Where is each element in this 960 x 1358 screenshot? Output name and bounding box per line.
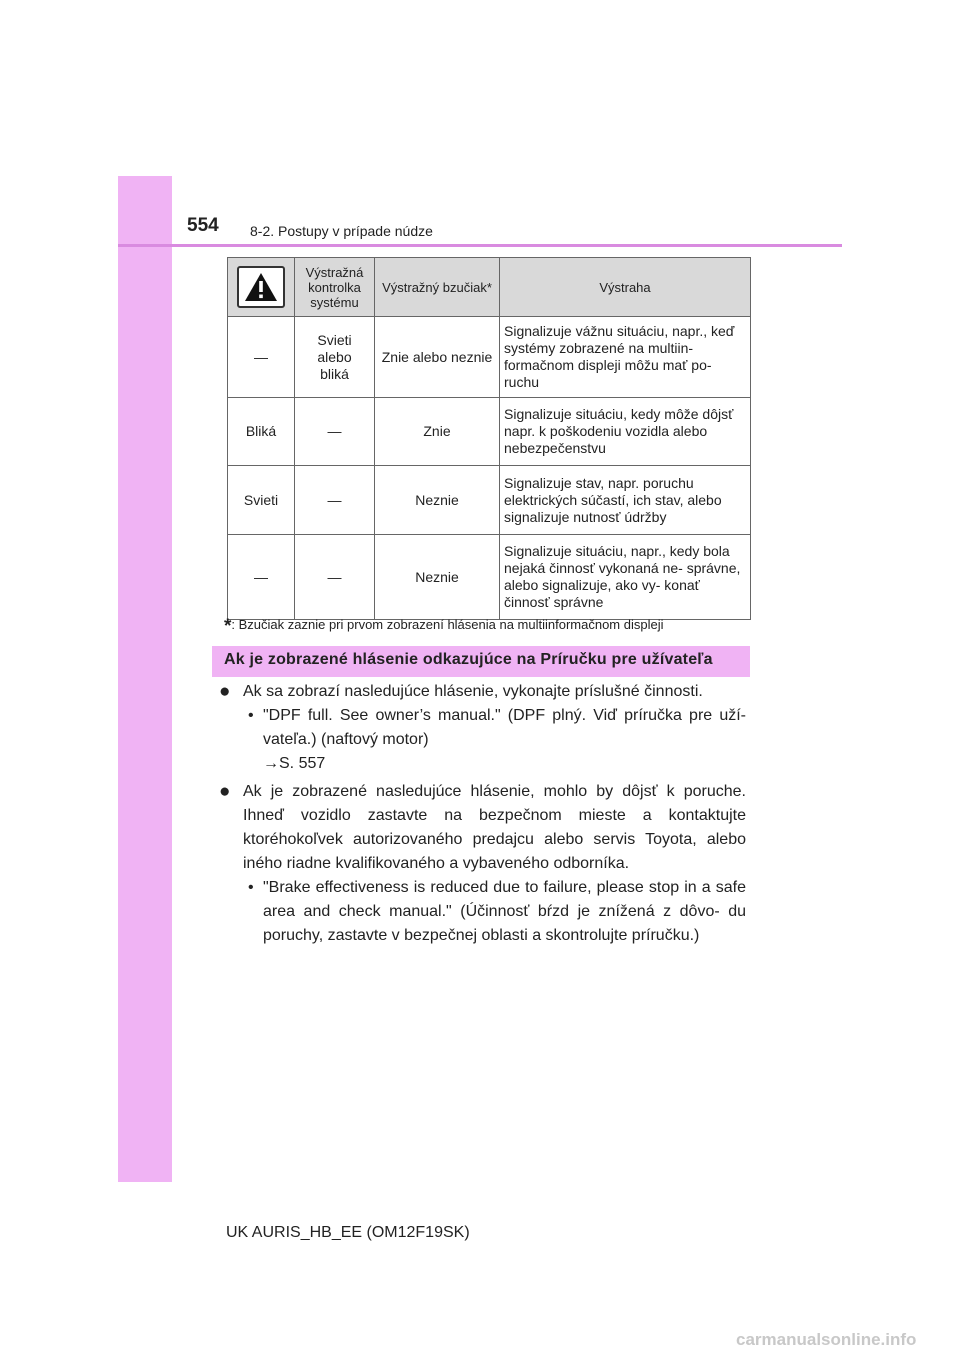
buzzer-cell: Neznie	[375, 535, 500, 620]
body-text	[219, 680, 746, 952]
footnote-text: : Bzučiak zaznie pri prvom zobrazení hlásenia na multiinformačnom displeji	[231, 617, 664, 632]
section-title: 8-2. Postupy v prípade núdze	[250, 223, 433, 239]
buzzer-cell: Znie alebo neznie	[375, 317, 500, 398]
bullet-text: Ak sa zobrazí nasledujúce hlásenie, vykonajte príslušné činnosti.	[243, 683, 703, 700]
list-item	[219, 680, 746, 776]
message-cell: Signalizuje vážnu situáciu, napr., keď systémy zobrazené na multiin- formačnom displeji môžu mať po- ruchu	[500, 317, 751, 398]
table-row	[228, 535, 751, 620]
bullet-text: Ak je zobrazené nasledujúce hlásenie, mohlo by dôjsť k poruche. Ihneď vozidlo zastavte na bezpečnom mieste a kontaktujte ktoréhokoľvek autorizovaného predajcu alebo servis Toyota, alebo iného riadne kvalifikovaného a vybaveného odborníka.	[243, 783, 746, 872]
page-number: 554	[187, 215, 219, 236]
table-row	[228, 398, 751, 466]
light-cell: Svieti	[228, 466, 295, 535]
table-header-icon	[228, 258, 295, 317]
footnote-star: *	[224, 616, 232, 637]
list-item	[219, 780, 746, 948]
sub-item-text: "Brake effectiveness is reduced due to failure, please stop in a safe area and check manual." (Účinnosť bŕzd je znížená z dôvo- du poruchy, zastavte v bezpečnej oblasti a skontrolujte príručku.)	[263, 879, 746, 944]
table-header-warning: Výstraha	[500, 258, 751, 317]
subsection-title: Ak je zobrazené hlásenie odkazujúce na Príručku pre užívateľa	[224, 651, 713, 668]
table-footnote	[224, 616, 764, 638]
sub-bullet-icon: •	[248, 879, 254, 896]
bullet-dot-icon: ●	[219, 781, 231, 802]
light-line: Svieti	[317, 331, 352, 348]
dash-cell: —	[295, 466, 375, 535]
dash-cell: —	[295, 535, 375, 620]
table-header-row	[228, 258, 751, 317]
page-reference: →S. 557	[263, 755, 326, 772]
subsection-heading-bar	[212, 646, 750, 677]
sub-bullet-icon: •	[248, 707, 254, 724]
light-cell	[295, 317, 375, 398]
table-row	[228, 317, 751, 398]
table-header-light	[295, 258, 375, 317]
header-light-line: Výstražná	[305, 264, 364, 280]
warning-table	[227, 257, 751, 620]
header-divider	[118, 244, 842, 247]
message-cell: Signalizuje situáciu, kedy môže dôjsť napr. k poškodeniu vozidla alebo nebezpečenstvu	[500, 398, 751, 466]
site-watermark: carmanualsonline.info	[736, 1330, 917, 1349]
side-color-band	[118, 176, 172, 1182]
message-cell: Signalizuje stav, napr. poruchu elektrických súčastí, ich stav, alebo signalizuje nutnosť údržby	[500, 466, 751, 535]
header-light-line: systému	[310, 294, 359, 310]
light-cell: Bliká	[228, 398, 295, 466]
header-light-line: kontrolka	[308, 279, 361, 295]
footer-model-code: UK AURIS_HB_EE (OM12F19SK)	[226, 1224, 470, 1241]
sub-list-item	[243, 704, 746, 776]
table-row	[228, 466, 751, 535]
message-cell: Signalizuje situáciu, napr., kedy bola nejaká činnosť vykonaná ne- správne, alebo signalizuje, ako vy- konať činnosť správne	[500, 535, 751, 620]
buzzer-cell: Neznie	[375, 466, 500, 535]
bullet-dot-icon: ●	[219, 681, 231, 702]
table-header-buzzer: Výstražný bzučiak*	[375, 258, 500, 317]
warning-triangle-icon	[237, 266, 285, 308]
dash-cell: —	[295, 398, 375, 466]
buzzer-cell: Znie	[375, 398, 500, 466]
dash-cell: —	[228, 535, 295, 620]
light-line: bliká	[320, 365, 349, 382]
sub-item-text: "DPF full. See owner’s manual." (DPF plný. Viď príručka pre uží- vateľa.) (naftový motor)	[263, 707, 746, 748]
icon-cell-dash: —	[228, 317, 295, 398]
light-line: alebo	[317, 348, 352, 365]
sub-list-item	[243, 876, 746, 948]
